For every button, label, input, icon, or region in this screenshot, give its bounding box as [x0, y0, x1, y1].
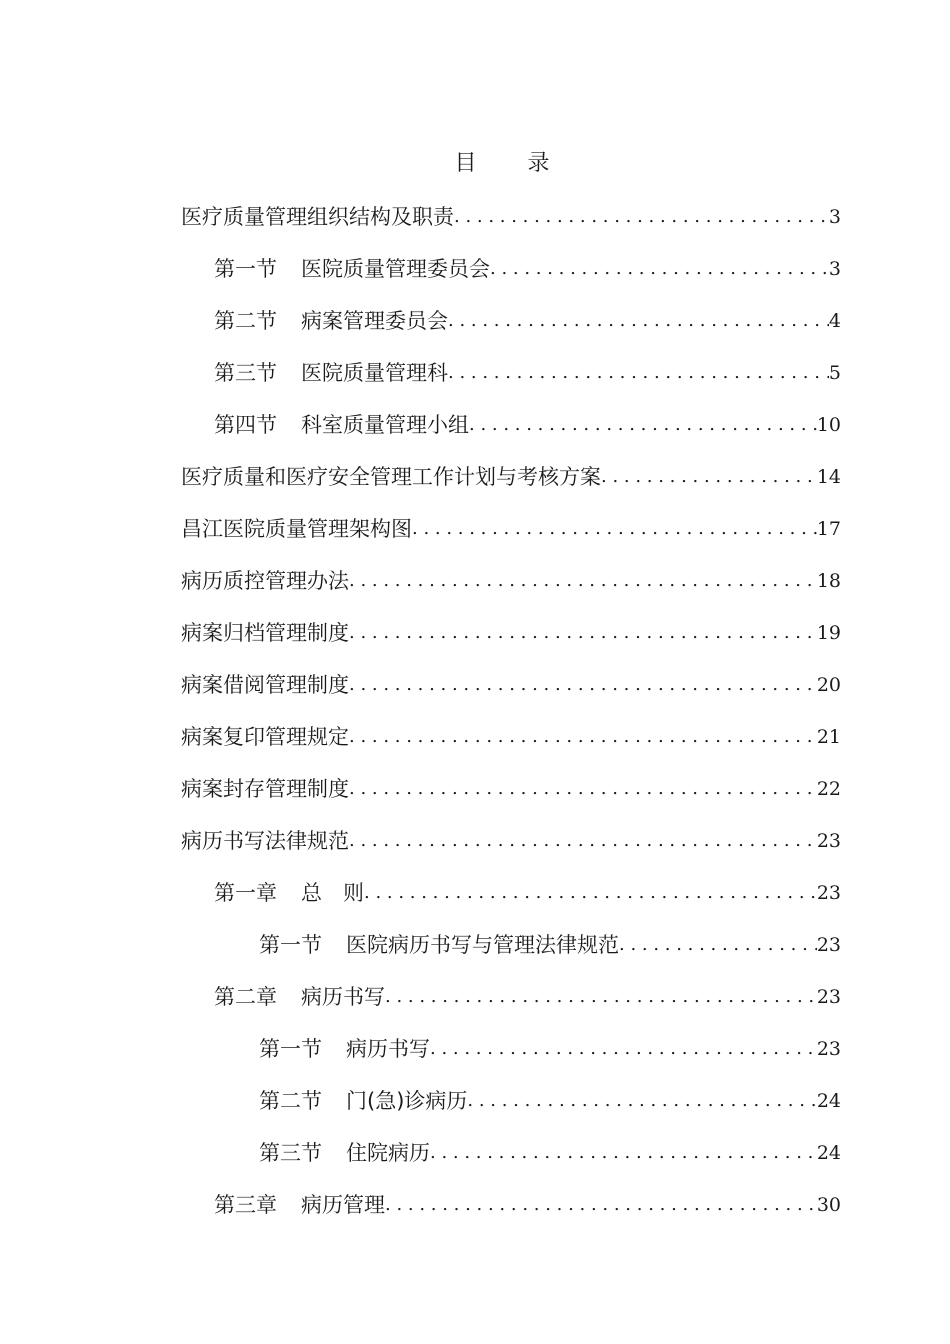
- toc-entry-label: 病历书写: [301, 985, 385, 1009]
- toc-entry[interactable]: [181, 762, 841, 814]
- toc-entry[interactable]: [181, 190, 841, 242]
- toc-page-number: 23: [816, 1038, 841, 1060]
- toc-entry-number: 第四节: [214, 413, 277, 437]
- toc-entry-number: 第三节: [214, 361, 277, 385]
- toc-entry-label: 医疗质量和医疗安全管理工作计划与考核方案: [181, 465, 601, 489]
- toc-entry-text: [259, 1036, 430, 1062]
- toc-entry[interactable]: [181, 242, 841, 294]
- toc-page-number: 30: [816, 1194, 841, 1216]
- dot-leader: [469, 415, 817, 438]
- toc-entry-number: 第二节: [214, 309, 277, 333]
- toc-entry-text: [181, 776, 349, 802]
- dot-leader: [349, 623, 817, 646]
- toc-entry[interactable]: [181, 606, 841, 658]
- toc-entry[interactable]: [181, 918, 841, 970]
- toc-page-number: 19: [816, 622, 841, 644]
- toc-entry-text: [214, 412, 469, 438]
- toc-entry-number: 第一节: [259, 933, 322, 957]
- toc-entry-text: [181, 464, 601, 490]
- toc-entry-label: 昌江医院质量管理架构图: [181, 517, 412, 541]
- toc-entry-text: [181, 672, 349, 698]
- toc-entry-label: 病案借阅管理制度: [181, 673, 349, 697]
- toc-page-number: 17: [816, 518, 841, 540]
- dot-leader: [412, 519, 817, 542]
- toc-entry-text: [181, 204, 454, 230]
- dot-leader: [448, 311, 829, 334]
- dot-leader: [349, 779, 817, 802]
- toc-page-number: 5: [828, 362, 841, 384]
- toc-page-number: 20: [816, 674, 841, 696]
- dot-leader: [467, 1091, 816, 1114]
- toc-title: 目 录: [454, 151, 572, 176]
- toc-entry-label: 病案归档管理制度: [181, 621, 349, 645]
- dot-leader: [385, 987, 817, 1010]
- toc-entry-label: 医院质量管理委员会: [301, 257, 490, 281]
- dot-leader: [349, 831, 817, 854]
- toc-entry-label: 病历管理: [301, 1193, 385, 1217]
- toc-entry-text: [181, 724, 349, 750]
- toc-page-number: 23: [816, 830, 841, 852]
- toc-entry-label: 科室质量管理小组: [301, 413, 469, 437]
- toc-entry-label: 总 则: [301, 881, 364, 905]
- toc-entry-label: 医院质量管理科: [301, 361, 448, 385]
- toc-entry-text: [181, 620, 349, 646]
- toc-entry[interactable]: [181, 554, 841, 606]
- toc-entry[interactable]: [181, 502, 841, 554]
- toc-entry[interactable]: [181, 658, 841, 710]
- toc-entry[interactable]: [181, 814, 841, 866]
- toc-page-number: 3: [828, 206, 841, 228]
- toc-entry[interactable]: [181, 710, 841, 762]
- toc-entry-number: 第一节: [214, 257, 277, 281]
- toc-entry-text: [214, 360, 448, 386]
- toc-entry[interactable]: [181, 1022, 841, 1074]
- toc-entry-text: [214, 1192, 385, 1218]
- toc-entry-label: 医疗质量管理组织结构及职责: [181, 205, 454, 229]
- toc-page-number: 24: [816, 1090, 841, 1112]
- toc-page-number: 21: [816, 726, 841, 748]
- dot-leader: [385, 1195, 817, 1218]
- toc-entry-text: [214, 880, 364, 906]
- dot-leader: [364, 883, 817, 906]
- toc-entry-number: 第三节: [259, 1141, 322, 1165]
- dot-leader: [448, 363, 829, 386]
- toc-entry-label: 病案管理委员会: [301, 309, 448, 333]
- toc-entry-label: 病历质控管理办法: [181, 569, 349, 593]
- toc-entry-label: 医院病历书写与管理法律规范: [346, 933, 619, 957]
- dot-leader: [349, 571, 817, 594]
- toc-entry[interactable]: [181, 450, 841, 502]
- dot-leader: [490, 259, 829, 282]
- toc-entry-number: 第二节: [259, 1089, 322, 1113]
- toc-page-number: 4: [828, 310, 841, 332]
- toc-page-number: 23: [816, 934, 841, 956]
- toc-entry-label: 门(急)诊病历: [346, 1089, 468, 1113]
- toc-entry-label: 病案封存管理制度: [181, 777, 349, 801]
- toc-page-number: 22: [816, 778, 841, 800]
- toc-entry[interactable]: [181, 294, 841, 346]
- toc-entry-text: [181, 828, 349, 854]
- toc-entry[interactable]: [181, 1178, 841, 1230]
- toc-page-number: 3: [828, 258, 841, 280]
- dot-leader: [454, 207, 829, 230]
- toc-entry-text: [214, 308, 448, 334]
- toc-entry-label: 病历书写: [346, 1037, 430, 1061]
- toc-page-number: 23: [816, 986, 841, 1008]
- toc-entry-text: [214, 256, 490, 282]
- toc-page-number: 24: [816, 1142, 841, 1164]
- toc-page-number: 23: [816, 882, 841, 904]
- toc-entry-text: [259, 1088, 467, 1114]
- dot-leader: [619, 935, 817, 958]
- toc-page-number: 10: [816, 414, 841, 436]
- toc-entry-label: 住院病历: [346, 1141, 430, 1165]
- toc-entry-number: 第一节: [259, 1037, 322, 1061]
- toc-entry[interactable]: [181, 398, 841, 450]
- toc-entry-number: 第二章: [214, 985, 277, 1009]
- toc-entry-text: [214, 984, 385, 1010]
- dot-leader: [601, 467, 817, 490]
- toc-entry-text: [259, 1140, 430, 1166]
- toc-entry-number: 第三章: [214, 1193, 277, 1217]
- dot-leader: [349, 675, 817, 698]
- toc-entry-text: [259, 932, 619, 958]
- dot-leader: [430, 1039, 817, 1062]
- toc-page-number: 18: [816, 570, 841, 592]
- toc-page-number: 14: [816, 466, 841, 488]
- toc-entry[interactable]: [181, 1126, 841, 1178]
- dot-leader: [349, 727, 817, 750]
- toc-entry-text: [181, 516, 412, 542]
- dot-leader: [430, 1143, 817, 1166]
- toc-entry-text: [181, 568, 349, 594]
- toc-entry[interactable]: [181, 866, 841, 918]
- toc-entry-number: 第一章: [214, 881, 277, 905]
- toc-entry-label: 病历书写法律规范: [181, 829, 349, 853]
- toc-entry[interactable]: [181, 970, 841, 1022]
- toc-entry[interactable]: [181, 346, 841, 398]
- toc-entry[interactable]: [181, 1074, 841, 1126]
- toc-entry-label: 病案复印管理规定: [181, 725, 349, 749]
- toc-list: [181, 190, 841, 1230]
